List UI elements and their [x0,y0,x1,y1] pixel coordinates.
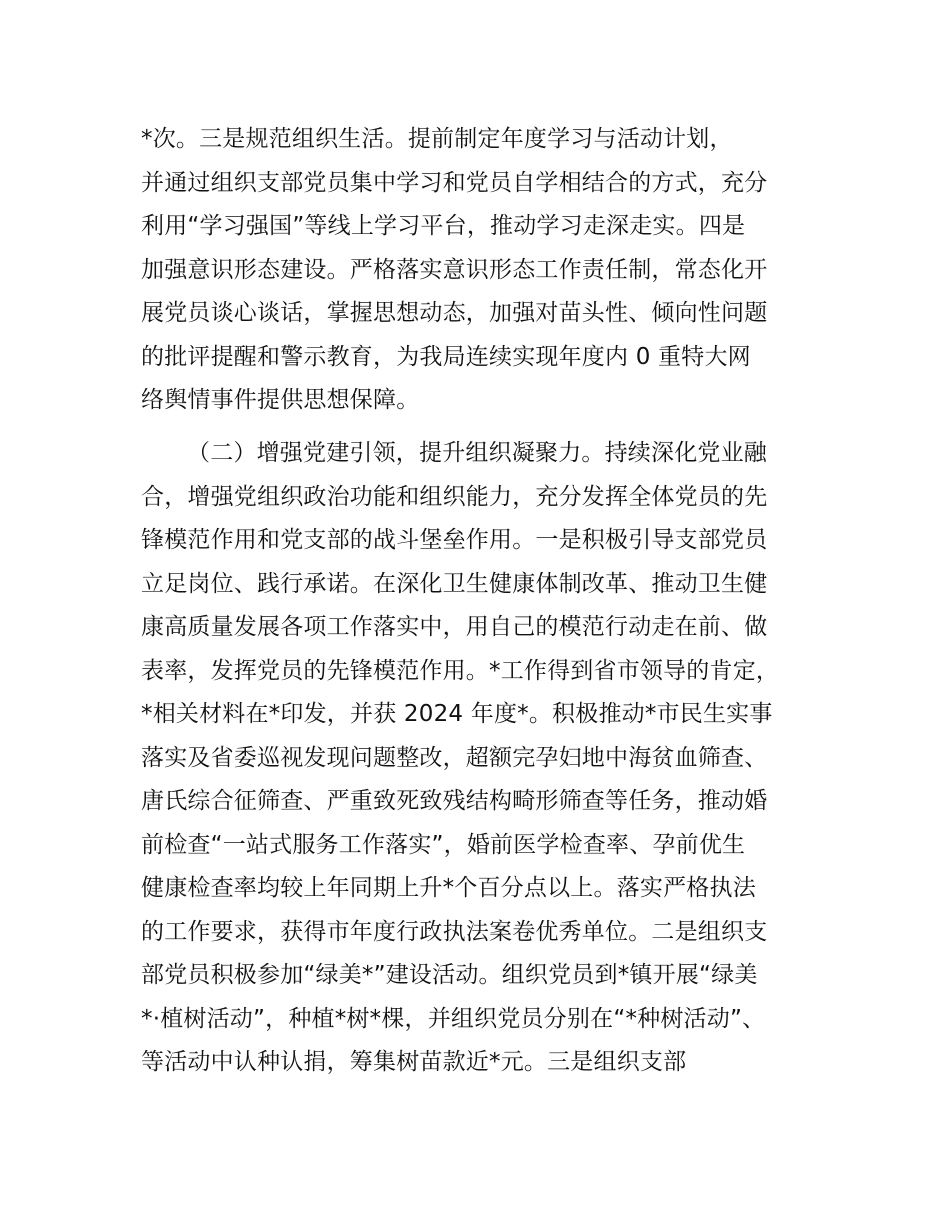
paragraph-line: 唐氏综合征筛查、严重致死致残结构畸形筛查等任务，推动婚 [141,788,768,814]
paragraph-line: 络舆情事件提供思想保障。 [141,387,420,413]
paragraph-line: *·植树活动”，种植*树*棵，并组织党员分别在“*种树活动”、 [141,1005,766,1032]
paragraph-line: 康高质量发展各项工作落实中，用自己的模范行动走在前、做 [141,614,768,640]
paragraph-2 [141,432,841,1128]
paragraph-line: 的批评提醒和警示教育，为我局连续实现年度内 0 重特大网 [141,343,751,370]
paragraph-line: *相关材料在*印发，并获 2024 年度*。积极推动*市民生实事 [141,701,773,727]
paragraph-line: 加强意识形态建设。严格落实意识形态工作责任制，常态化开 [141,256,768,283]
paragraph-line: 部党员积极参加“绿美*”建设活动。组织党员到*镇开展“绿美 [141,962,758,988]
paragraph-line [141,1085,841,1129]
paragraph-line: 等活动中认种认捐，筹集树苗款近*元。三是组织支部 [141,1049,687,1075]
paragraph-line: 前检查“一站式服务工作落实”，婚前医学检查率、孕前优生 [141,831,746,858]
paragraph-line: 表率，发挥党员的先锋模范作用。*工作得到省市领导的肯定， [141,657,780,684]
paragraph-1 [141,118,841,423]
paragraph-line: 的工作要求，获得市年度行政执法案卷优秀单位。二是组织支 [141,918,768,945]
paragraph-line: 合，增强党组织政治功能和组织能力，充分发挥全体党员的先 [141,483,768,510]
paragraph-line: 立足岗位、践行承诺。在深化卫生健康体制改革、推动卫生健 [141,570,768,597]
paragraph-line: 落实及省委巡视发现问题整改，超额完孕妇地中海贫血筛查、 [141,744,768,771]
paragraph-line: *次。三是规范组织生活。提前制定年度学习与活动计划， [141,126,733,152]
section-heading-line: （二）增强党建引领，提升组织凝聚力。持续深化党业融 [187,440,767,466]
paragraph-line: 锋模范作用和党支部的战斗堡垒作用。一是积极引导支部党员 [141,527,768,553]
paragraph-line: 展党员谈心谈话，掌握思想动态，加强对苗头性、倾向性问题 [141,300,768,326]
paragraph-line: 并通过组织支部党员集中学习和党员自学相结合的方式，充分 [141,169,768,196]
paragraph-line: 利用“学习强国”等线上学习平台，推动学习走深走实。四是 [141,213,746,239]
paragraph-line: 健康检查率均较上年同期上升*个百分点以上。落实严格执法 [141,875,756,901]
